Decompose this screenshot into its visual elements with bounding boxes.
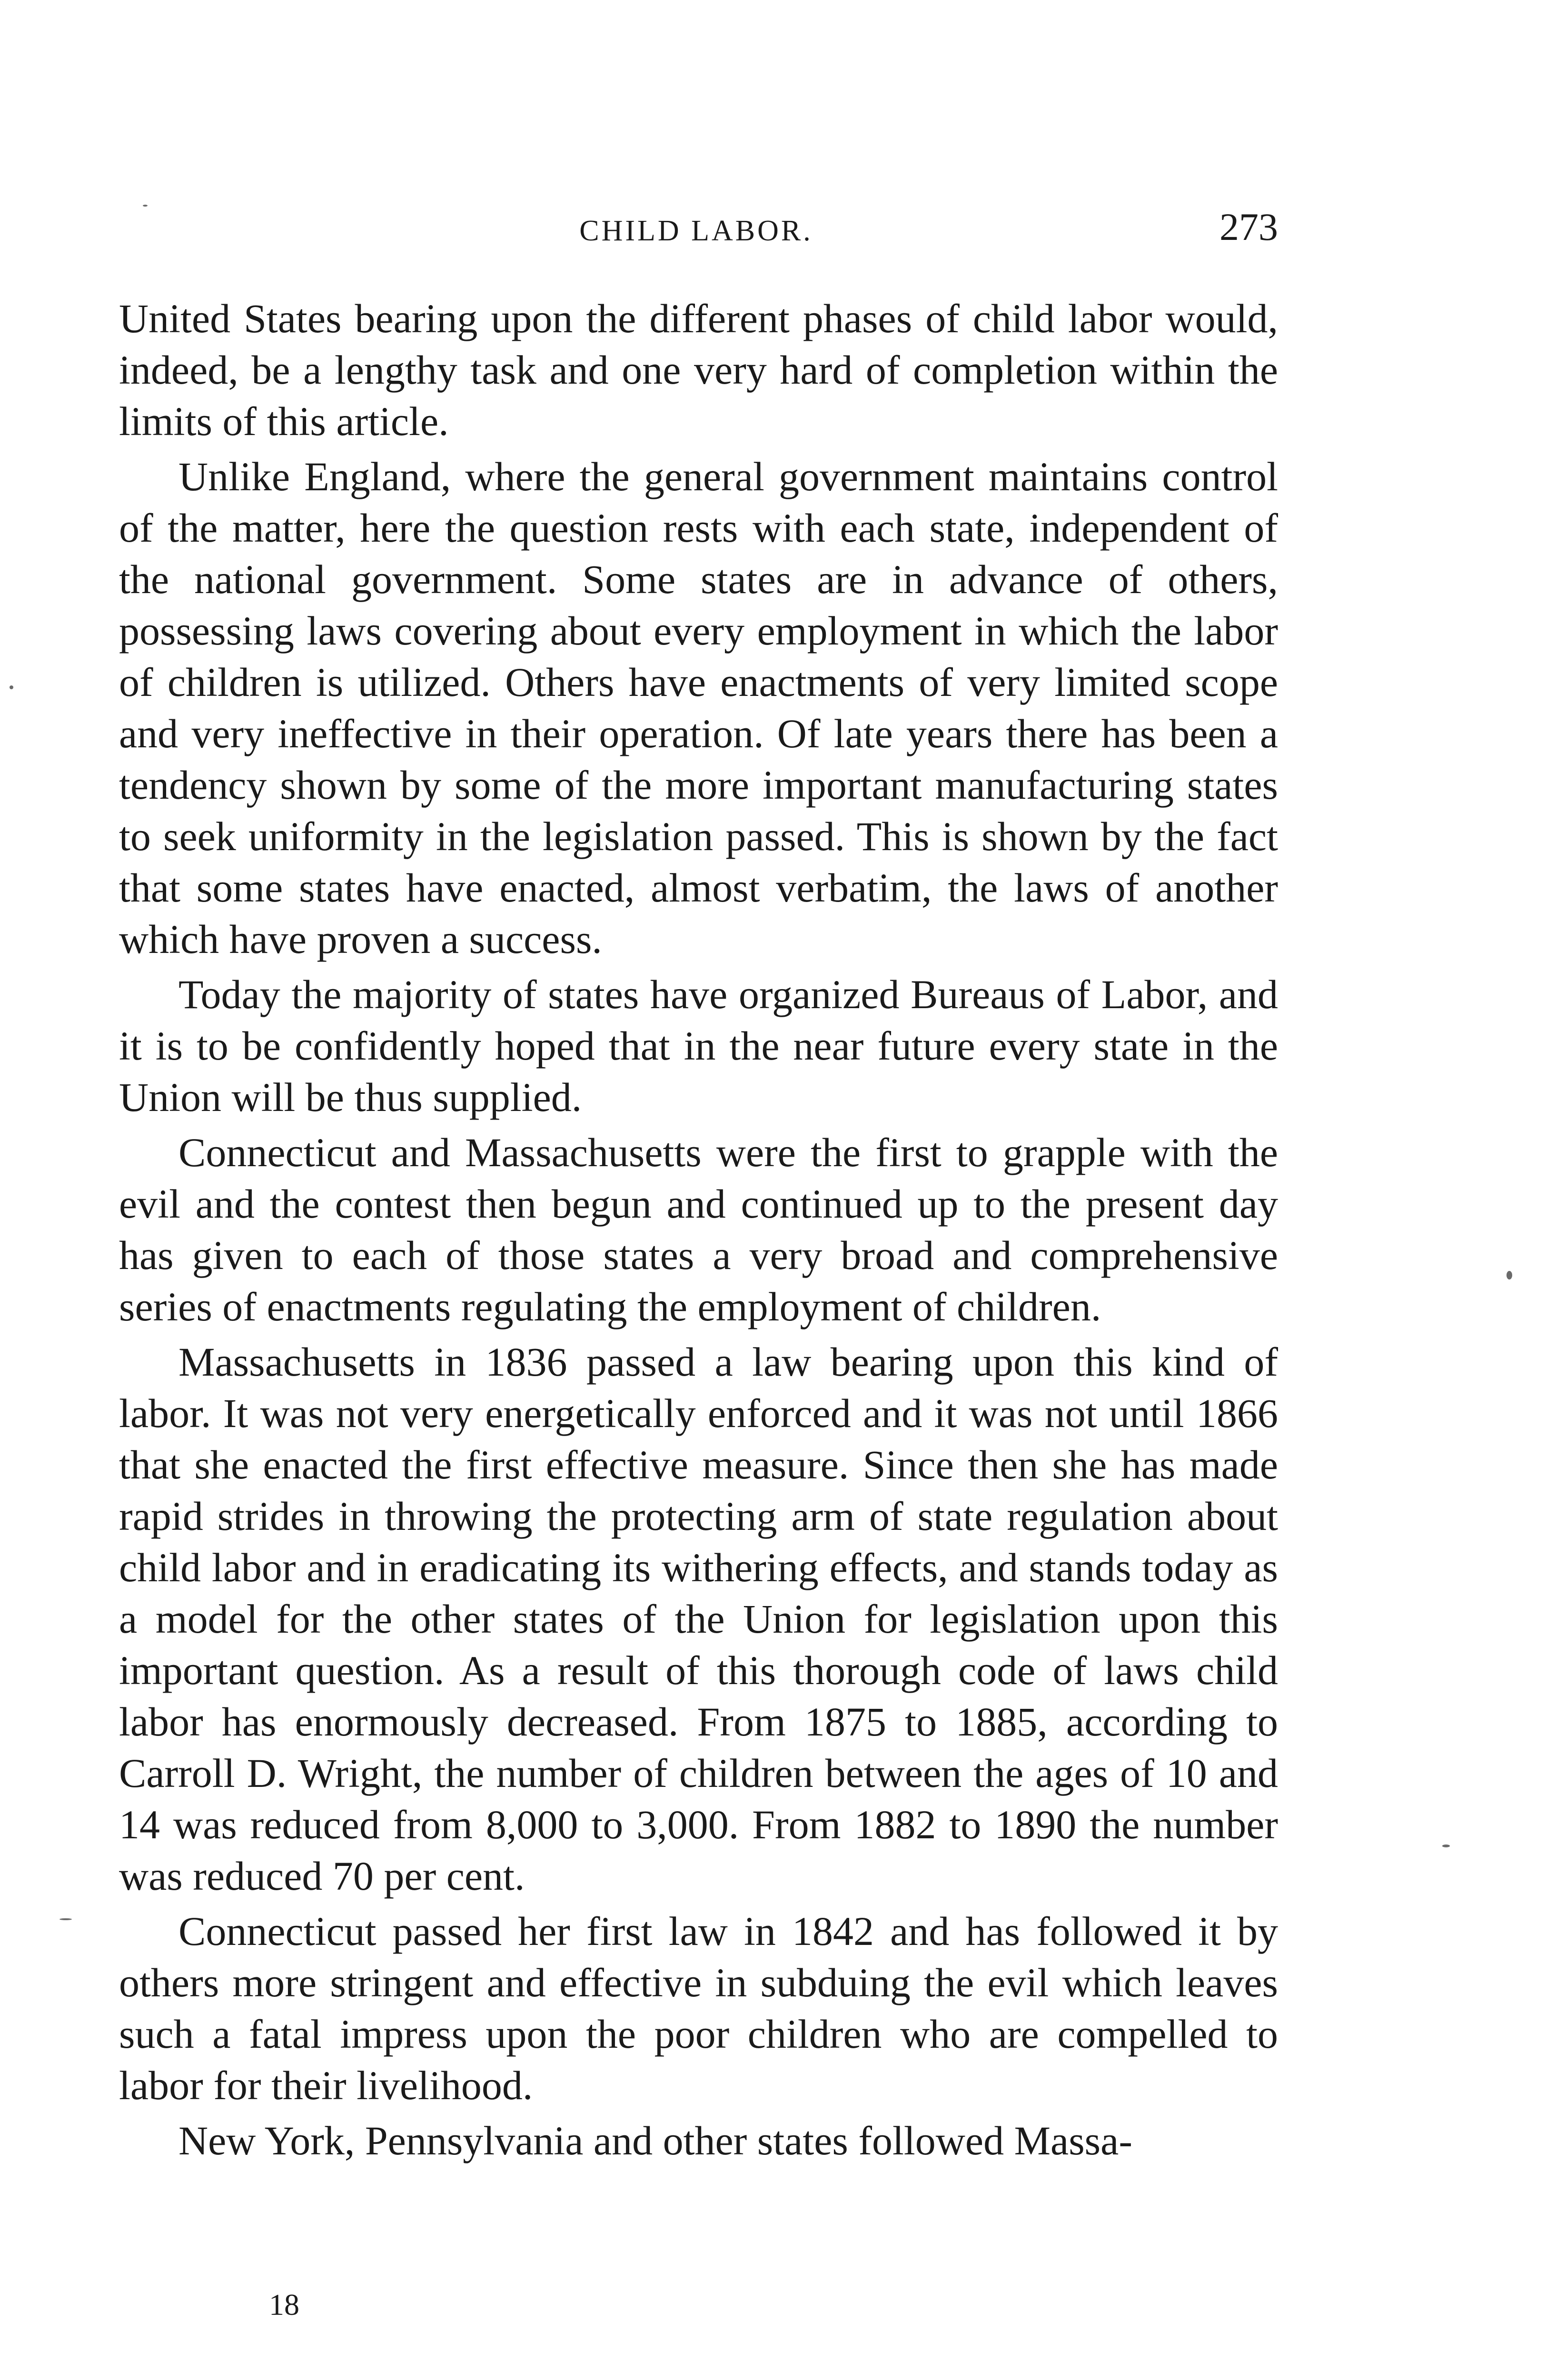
signature-mark: 18 [269,2288,299,2321]
page-number: 273 [1219,205,1278,248]
paragraph: Today the majority of states have organized Bureaus of Labor, and it is to be confidently hoped that in the near future every state in the Union will be thus supplied. [119,972,1278,1120]
paragraph: Connecticut and Massachusetts were the first to grapple with the evil and the contest then begun and continued up to the present day has given to each of those states a very broad and comprehensive series of enactments regulating the employment of children. [119,1130,1278,1329]
running-title: CHILD LABOR. [579,215,813,247]
scan-speck [10,685,13,689]
scan-speck [59,1918,72,1920]
paragraph: Massachusetts in 1836 passed a law bearing upon this kind of labor. It was not very energetically enforced and it was not until 1866 that she enacted the first effective measure. Since then she has made rapid strides in throwing the protecting arm of state regulation about child labor and in eradicating its withering effects, and stands today as a model for the other states of the Union for legislation upon this important question. As a result of this thorough code of laws child labor has enormously decreased. From 1875 to 1885, according to Carroll D. Wright, the number of children between the ages of 10 and 14 was reduced from 8,000 to 3,000. From 1882 to 1890 the number was reduced 70 per cent. [119,1339,1278,1899]
paragraph: New York, Pennsylvania and other states followed Massa- [178,2118,1132,2163]
running-head [114,205,1278,257]
paragraph: Connecticut passed her first law in 1842 and has followed it by others more stringent and effective in subduing the evil which leaves such a fatal impress upon the poor children who are compelled to labor for their livelihood. [119,1908,1278,2108]
scan-speck [1442,1844,1450,1847]
paragraph: Unlike England, where the general government maintains control of the matter, here the question rests with each state, independent of the national government. Some states are in advance of others, possessing laws covering about every employment in which the labor of children is utilized. Others have enactments of very limited scope and very ineffective in their operation. Of late years there has been a tendency shown by some of the more important manufacturing states to seek uniformity in the legislation passed. This is shown by the fact that some states have enacted, almost verbatim, the laws of another which have proven a success. [119,454,1278,962]
paragraph-continued: United States bearing upon the different phases of child labor would, indeed, be a lengthy task and one very hard of completion within the limits of this article. [119,296,1278,444]
body-text [119,293,1278,2170]
scan-speck [143,205,148,207]
scan-speck [1506,1271,1512,1279]
